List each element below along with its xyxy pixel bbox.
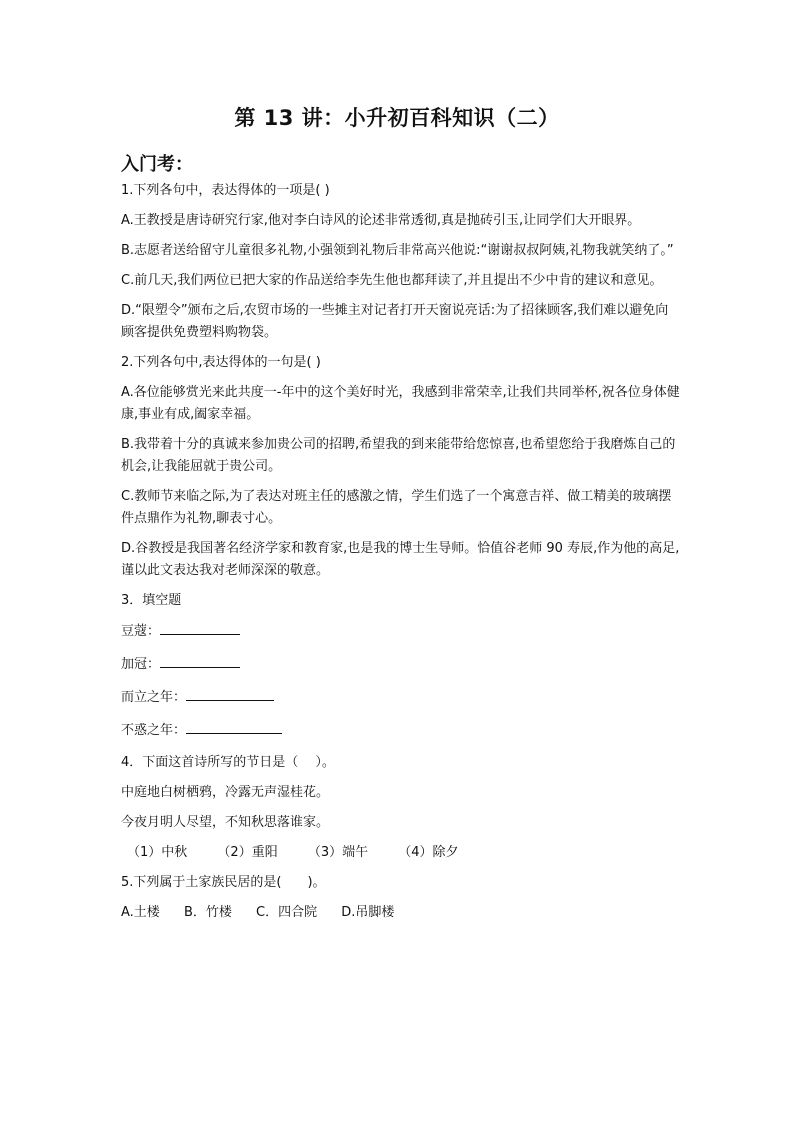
q2-option-a: A.各位能够赏光来此共度一-年中的这个美好时光，我感到非常荣幸,让我们共同举杯,祝各位身体健康,事业有成,阖家幸福。 — [121, 385, 680, 422]
q3-item-label: 不惑之年： — [121, 723, 187, 738]
q2-option-b: B.我带着十分的真诚来参加贵公司的招聘,希望我的到来能带给您惊喜,也希望您给于我磨炼自己的机会,让我能屈就于贵公司。 — [121, 437, 676, 474]
q5-options — [121, 902, 681, 924]
q3-item-label: 豆蔻： — [121, 624, 161, 639]
q4-poem-line-1: 中庭地白树栖鸦，冷露无声湿桂花。 — [121, 785, 330, 800]
section-heading: 入门考： — [121, 154, 193, 175]
q2-stem: 2.下列各句中,表达得体的一句是( ) — [121, 355, 321, 370]
q4-stem: 4．下面这首诗所写的节日是（ ）。 — [121, 755, 335, 770]
q5-option: D.吊脚楼 — [341, 905, 395, 920]
q3-item-label: 而立之年： — [121, 690, 187, 705]
q1-option-b: B.志愿者送给留守儿童很多礼物,小强领到礼物后非常高兴他说:“谢谢叔叔阿姨,礼物我就笑纳了。” — [121, 243, 674, 258]
q1-option-a: A.王教授是唐诗研究行家,他对李白诗风的论述非常透彻,真是抛砖引玉,让同学们大开眼界。 — [121, 213, 641, 228]
fill-blank[interactable] — [160, 620, 240, 635]
q1-stem: 1.下列各句中，表达得体的一项是( ) — [121, 183, 330, 198]
q1-option-c: C.前几天,我们两位已把大家的作品送给李先生他也都拜读了,并且提出不少中肯的建议和意见。 — [121, 273, 663, 288]
q3-item — [121, 686, 681, 709]
q1-option-d: D.“限塑令”颁布之后,农贸市场的一些摊主对记者打开天窗说亮话:为了招徕顾客,我们难以避免向顾客提供免费塑料购物袋。 — [121, 303, 669, 340]
q3-item — [121, 719, 681, 742]
fill-blank[interactable] — [186, 686, 274, 701]
q5-stem: 5.下列属于土家族民居的是( )。 — [121, 875, 326, 890]
fill-blank[interactable] — [186, 719, 282, 734]
q5-option: B．竹楼 — [183, 905, 232, 920]
q3-item — [121, 653, 681, 676]
question-list — [121, 180, 681, 932]
q2-option-d: D.谷教授是我国著名经济学家和教育家,也是我的博士生导师。恰值谷老师 90 寿辰,作为他的高足,谨以此文表达我对老师深深的敬意。 — [121, 541, 680, 578]
q5-option: A.土楼 — [121, 905, 160, 920]
q4-poem-line-2: 今夜月明人尽望，不知秋思落谁家。 — [121, 815, 330, 830]
q3-item — [121, 620, 681, 643]
q3-item-label: 加冠： — [121, 657, 161, 672]
page-title: 第 13 讲：小升初百科知识（二） — [234, 106, 560, 130]
q4-option: （4）除夕 — [398, 845, 459, 860]
q5-option: C．四合院 — [256, 905, 318, 920]
q2-option-c: C.教师节来临之际,为了表达对班主任的感激之情，学生们选了一个寓意吉祥、做工精美的玻璃摆件点鼎作为礼物,聊表寸心。 — [121, 489, 672, 526]
fill-blank[interactable] — [160, 653, 240, 668]
q4-option: （3）端午 — [307, 845, 369, 860]
q4-options — [121, 842, 681, 864]
q4-option: （2）重阳 — [217, 845, 278, 860]
q4-option: （1）中秋 — [127, 845, 188, 860]
q3-stem: 3．填空题 — [121, 593, 182, 608]
